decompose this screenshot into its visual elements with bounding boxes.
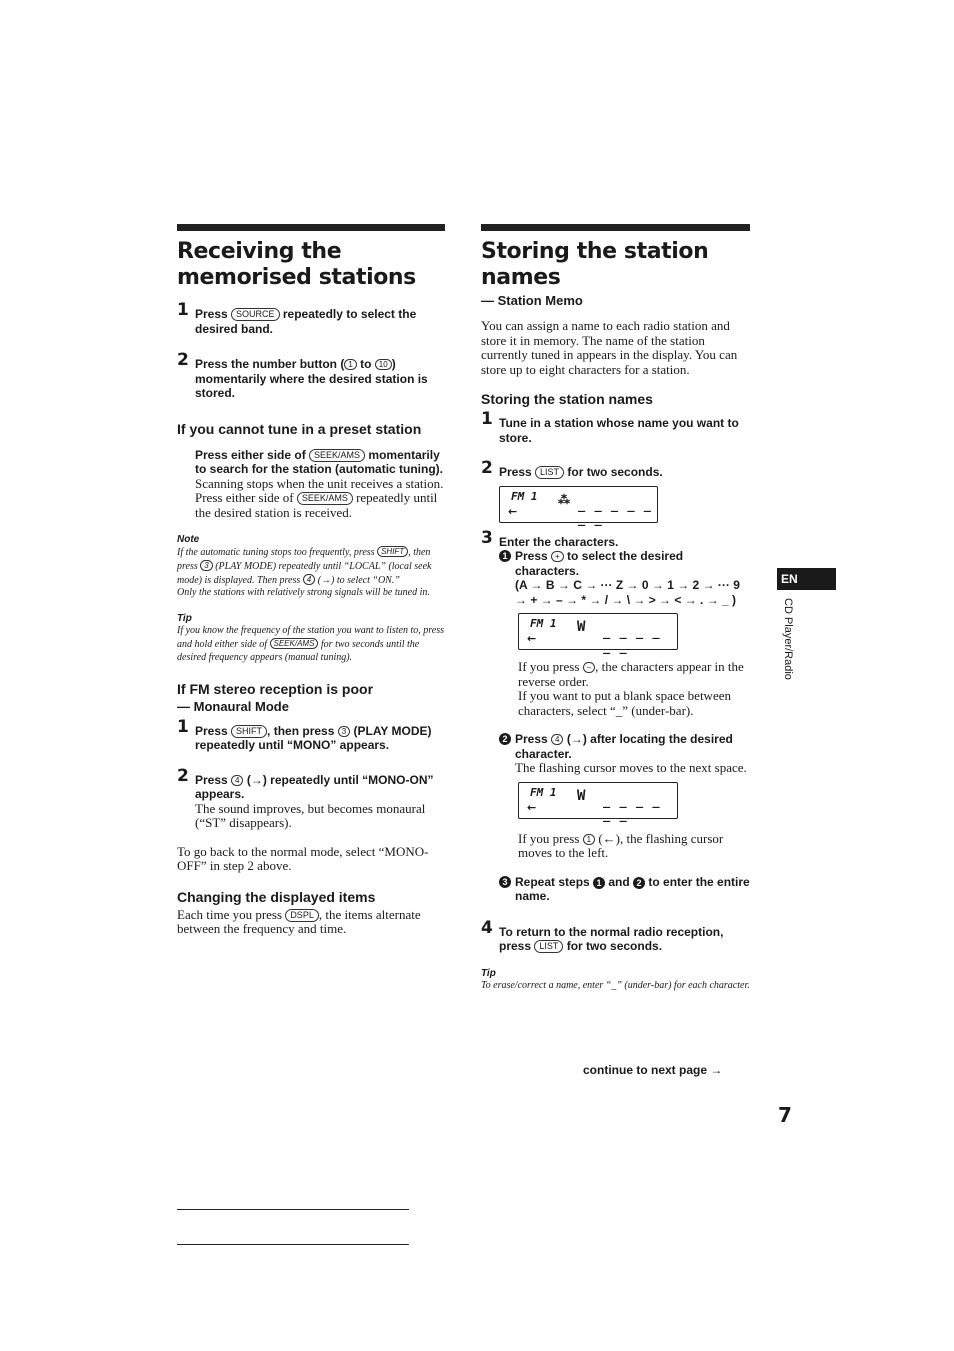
minus-button-icon: – xyxy=(583,662,595,673)
language-tab: EN xyxy=(777,568,836,590)
step-number: 1 xyxy=(177,716,189,737)
tip-part: If you know the frequency of the station you want to listen to, press and hold either side of xyxy=(177,625,444,650)
body-text: If you press xyxy=(518,830,583,846)
reverse-order-text xyxy=(518,660,750,718)
intro-text: You can assign a name to each radio station and store it in memory. The name of the station currently tuned in appears in the display. You can store up to eight characters for a station. xyxy=(481,318,738,377)
number-1-button-icon: 1 xyxy=(583,834,595,845)
lcd-character: W xyxy=(577,787,586,804)
left-arrow-icon: ← xyxy=(508,504,518,518)
note-part: (PLAY MODE) repeatedly until “LOCAL” (local seek mode) is displayed. Then press xyxy=(177,560,432,586)
store-step-2 xyxy=(481,458,750,526)
step-text: , then press xyxy=(267,723,338,738)
step-text: Press xyxy=(195,723,232,738)
circled-number-icon: 2 xyxy=(633,877,645,889)
source-button-icon: SOURCE xyxy=(231,308,280,321)
page-number: 7 xyxy=(778,1103,792,1127)
note-part: , then press xyxy=(177,547,431,572)
substep-3 xyxy=(499,875,750,904)
step-text: Enter the characters. xyxy=(499,534,619,549)
body-text: , the characters appear in the reverse order. xyxy=(518,659,744,689)
step-number: 2 xyxy=(177,350,189,370)
lcd-display-3 xyxy=(518,782,678,822)
step-text: to enter the entire name. xyxy=(515,874,750,903)
left-arrow-icon: ← xyxy=(527,632,537,645)
seek-ams-button-icon: SEEK/AMS xyxy=(309,449,365,462)
move-left-text xyxy=(518,832,750,861)
body-text: The flashing cursor moves to the next space. xyxy=(515,760,747,775)
lcd-dashes: _ _ _ _ _ _ _ xyxy=(578,497,653,526)
step-text: (→) after locating the desired character. xyxy=(515,732,733,761)
step-1 xyxy=(177,300,445,336)
number-1-button-icon: 1 xyxy=(344,359,356,370)
number-10-button-icon: 10 xyxy=(375,359,392,370)
step-text: Repeat steps xyxy=(515,874,594,889)
body-text: If you want to put a blank space between characters, select “_” (under-bar). xyxy=(518,688,731,718)
step-text: and xyxy=(605,874,634,889)
character-sequence: (A → B → C → ··· Z → 0 → 1 → 2 → ··· 9 → + → – → * → / → \ → > → < → . → _ ) xyxy=(515,578,740,607)
footer-rule xyxy=(177,1244,409,1245)
store-step-3 xyxy=(481,527,750,904)
step-text: (→) repeatedly until “MONO-ON” appears. xyxy=(195,772,434,802)
step-text: Press xyxy=(515,549,552,563)
note-part: (→) to select “ON.” xyxy=(315,574,400,586)
circled-number-icon: 3 xyxy=(499,876,511,888)
right-title: Storing the station names xyxy=(481,239,709,290)
store-step-4 xyxy=(481,917,750,954)
lcd-display-1 xyxy=(499,486,658,526)
body-text: Scanning stops when the unit receives a station. Press either side of xyxy=(195,475,444,505)
plus-button-icon: + xyxy=(551,551,564,562)
lcd-display-2 xyxy=(518,613,678,654)
step-text: To return to the normal radio reception, press xyxy=(499,924,724,953)
number-4-button-icon: 4 xyxy=(551,734,563,745)
step-2 xyxy=(177,350,445,401)
step-text: Press the number button ( xyxy=(195,357,345,371)
fm-step-1 xyxy=(177,716,445,753)
number-3-button-icon: 3 xyxy=(200,560,212,571)
circled-number-icon: 1 xyxy=(593,877,605,889)
right-column xyxy=(481,224,750,992)
step-number: 2 xyxy=(481,458,493,478)
list-button-icon: LIST xyxy=(535,466,564,479)
left-title: Receiving the memorised stations xyxy=(177,239,416,290)
shift-button-icon: SHIFT xyxy=(231,725,267,738)
tip-text: To erase/correct a name, enter “_” (under-bar) for each character. xyxy=(481,979,750,991)
step-text: momentarily to search for the station (automatic tuning). xyxy=(195,447,444,476)
footer-rule xyxy=(177,1209,409,1210)
step-text: Press xyxy=(195,307,232,321)
monaural-mode-subtitle: — Monaural Mode xyxy=(177,698,289,714)
fm-step-2 xyxy=(177,765,445,831)
left-arrow-icon: ← xyxy=(527,800,537,814)
body-text: Each time you press xyxy=(177,906,286,922)
substep-2 xyxy=(499,732,750,776)
step-text: repeatedly to select the desired band. xyxy=(195,307,417,336)
lcd-dashes: _ _ _ _ _ _ xyxy=(603,625,661,654)
step-number: 1 xyxy=(481,409,493,429)
note-part: Only the stations with relatively strong signals will be tuned in. xyxy=(177,587,430,599)
body-text: If you press xyxy=(518,659,583,674)
tip-heading: Tip xyxy=(177,613,192,625)
lcd-dashes: _ _ _ _ _ _ xyxy=(603,793,661,822)
step-text: Press xyxy=(195,772,232,787)
number-4-button-icon: 4 xyxy=(231,775,243,786)
left-column xyxy=(177,224,445,937)
station-memo-subtitle: — Station Memo xyxy=(481,293,583,308)
step-text: for two seconds. xyxy=(564,465,663,479)
step-text: Press xyxy=(499,465,536,479)
step-text: ) momentarily where the desired station is stored. xyxy=(195,357,428,400)
tip-part: for two seconds until the desired frequency appears (manual tuning). xyxy=(177,638,420,663)
step-number: 1 xyxy=(177,300,189,320)
seek-ams-button-icon: SEEK/AMS xyxy=(270,638,319,649)
list-button-icon: LIST xyxy=(534,940,563,953)
body-text: (←), the flashing cursor moves to the left. xyxy=(518,830,724,860)
substep-1 xyxy=(499,549,750,607)
heading-fm-poor: If FM stereo reception is poor xyxy=(177,680,374,697)
circled-number-icon: 1 xyxy=(499,550,511,562)
tip-text xyxy=(177,625,445,664)
step-number: 2 xyxy=(177,765,189,786)
flashing-cursor-icon: ⁂ xyxy=(558,492,570,507)
note-part: If the automatic tuning stops too frequently, press xyxy=(177,547,378,558)
body-text: , the items alternate between the frequency and time. xyxy=(177,906,421,937)
seek-ams-button-icon: SEEK/AMS xyxy=(297,492,353,505)
step-text: Tune in a station whose name you want to store. xyxy=(499,416,739,445)
dspl-button-icon: DSPL xyxy=(285,909,319,922)
step-text: (PLAY MODE) repeatedly until “MONO” appears. xyxy=(195,723,432,753)
back-to-normal-text: To go back to the normal mode, select “MONO-OFF” in step 2 above. xyxy=(177,843,429,874)
number-3-button-icon: 3 xyxy=(338,726,350,737)
step-number: 4 xyxy=(481,917,493,938)
store-step-1 xyxy=(481,409,750,445)
lcd-band: FM 1 xyxy=(511,489,538,503)
step-text: Press either side of xyxy=(195,447,310,462)
body-text: repeatedly until the desired station is received. xyxy=(195,490,438,520)
heading-cannot-tune: If you cannot tune in a preset station xyxy=(177,420,422,437)
lcd-band: FM 1 xyxy=(530,617,557,630)
changing-display-text xyxy=(177,908,445,937)
lcd-band: FM 1 xyxy=(530,785,557,799)
section-bar xyxy=(481,224,750,231)
heading-changing-display: Changing the displayed items xyxy=(177,888,376,905)
continue-next-page: continue to next page → xyxy=(583,1063,723,1077)
flashing-character: W xyxy=(577,619,586,635)
note-heading: Note xyxy=(177,534,200,545)
body-text: The sound improves, but becomes monaural (“ST” disappears). xyxy=(195,800,426,831)
heading-storing: Storing the station names xyxy=(481,391,653,407)
step-text: to xyxy=(356,357,375,371)
section-label: CD Player/Radio xyxy=(782,598,794,680)
step-text: for two seconds. xyxy=(563,939,663,953)
cannot-tune-instructions xyxy=(177,448,445,521)
step-text: to select the desired characters. xyxy=(515,549,684,578)
section-bar xyxy=(177,224,445,231)
step-text: Press xyxy=(515,732,552,746)
tip-heading: Tip xyxy=(481,967,496,979)
circled-number-icon: 2 xyxy=(499,733,511,745)
number-4-button-icon: 4 xyxy=(303,574,315,585)
note-text xyxy=(177,546,445,600)
shift-button-icon: SHIFT xyxy=(377,546,408,557)
step-number: 3 xyxy=(481,527,493,548)
